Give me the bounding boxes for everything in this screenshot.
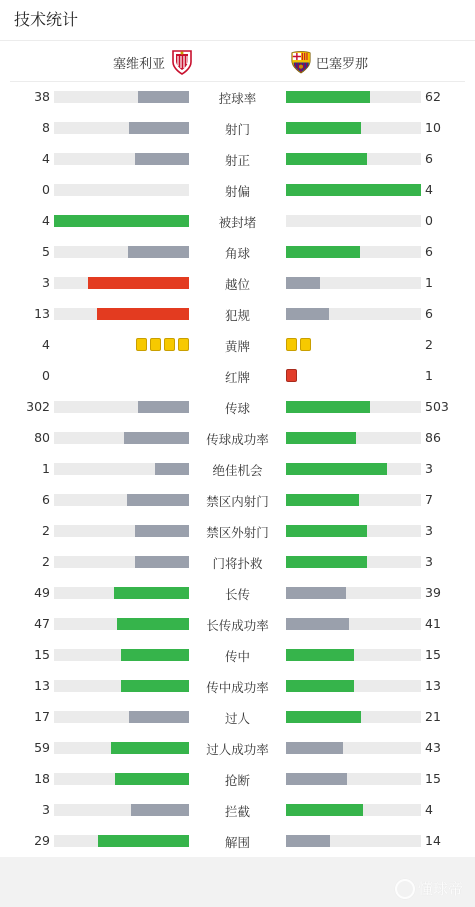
away-bar-fill (286, 525, 367, 537)
away-value: 3 (425, 523, 433, 538)
home-value: 2 (42, 523, 50, 538)
home-bar-fill (138, 401, 189, 413)
barcelona-crest-icon (290, 49, 312, 75)
stat-label: 射偏 (224, 184, 250, 199)
home-value: 13 (34, 678, 50, 693)
away-bar-fill (286, 618, 349, 630)
away-bar-fill (286, 711, 361, 723)
away-value: 2 (425, 337, 433, 352)
away-bar-track (286, 556, 421, 568)
away-bar-track (286, 525, 421, 537)
home-bar-fill (54, 215, 189, 227)
home-value: 1 (42, 461, 50, 476)
stat-label: 红牌 (224, 370, 250, 385)
away-bar-fill (286, 153, 367, 165)
home-bar-fill (138, 91, 189, 103)
stat-label: 过人 (224, 711, 250, 726)
stat-row (0, 670, 475, 701)
home-value: 8 (42, 120, 50, 135)
home-bar-fill (115, 773, 189, 785)
yellow-card-icon (136, 338, 147, 351)
away-bar-track (286, 711, 421, 723)
home-value: 2 (42, 554, 50, 569)
stat-row (0, 794, 475, 825)
away-value: 39 (425, 585, 441, 600)
away-bar-fill (286, 432, 356, 444)
away-bar-fill (286, 494, 359, 506)
home-bar-fill (135, 556, 189, 568)
away-value: 503 (425, 399, 449, 414)
away-bar-track (286, 587, 421, 599)
away-value: 14 (425, 833, 441, 848)
stats-list (0, 81, 475, 856)
away-bar-fill (286, 122, 361, 134)
away-value: 1 (425, 368, 433, 383)
home-bar-fill (129, 711, 189, 723)
away-value: 41 (425, 616, 441, 631)
watermark (395, 878, 463, 899)
home-bar-track (54, 246, 189, 258)
away-bar-track (286, 215, 421, 227)
away-bar-fill (286, 463, 387, 475)
home-bar-fill (135, 525, 189, 537)
home-bar-track (54, 525, 189, 537)
stat-label: 控球率 (218, 91, 257, 106)
home-value: 29 (34, 833, 50, 848)
home-bar-fill (88, 277, 189, 289)
stat-label: 角球 (224, 246, 250, 261)
away-value: 3 (425, 554, 433, 569)
away-bar-fill (286, 835, 330, 847)
watermark-text: 懂球帝 (417, 880, 463, 898)
stat-row (0, 701, 475, 732)
stat-label: 过人成功率 (206, 742, 269, 757)
away-bar-track (286, 153, 421, 165)
stat-row (0, 236, 475, 267)
away-value: 43 (425, 740, 441, 755)
home-cards (136, 338, 189, 351)
stat-label: 传中 (224, 649, 250, 664)
away-value: 6 (425, 306, 433, 321)
team-header (10, 41, 465, 82)
home-value: 59 (34, 740, 50, 755)
home-bar-fill (131, 804, 189, 816)
stat-row (0, 639, 475, 670)
away-bar-track (286, 618, 421, 630)
stat-row (0, 825, 475, 856)
away-bar-fill (286, 401, 370, 413)
stat-label: 传球成功率 (206, 432, 269, 447)
away-bar-track (286, 649, 421, 661)
home-value: 0 (42, 368, 50, 383)
stat-row (0, 298, 475, 329)
away-value: 21 (425, 709, 441, 724)
stat-label: 拦截 (224, 804, 250, 819)
away-bar-track (286, 804, 421, 816)
away-value: 1 (425, 275, 433, 290)
home-team[interactable] (113, 49, 193, 75)
stat-label: 黄牌 (224, 339, 250, 354)
away-bar-fill (286, 804, 363, 816)
home-value: 3 (42, 802, 50, 817)
home-value: 0 (42, 182, 50, 197)
home-value: 17 (34, 709, 50, 724)
home-value: 15 (34, 647, 50, 662)
away-bar-track (286, 91, 421, 103)
home-bar-track (54, 804, 189, 816)
away-bar-fill (286, 184, 421, 196)
home-value: 80 (34, 430, 50, 445)
home-bar-track (54, 215, 189, 227)
home-bar-track (54, 308, 189, 320)
home-bar-fill (124, 432, 189, 444)
stat-label: 门将扑救 (212, 556, 263, 571)
stat-label: 绝佳机会 (212, 463, 263, 478)
away-bar-track (286, 494, 421, 506)
stat-label: 传中成功率 (206, 680, 269, 695)
away-cards (286, 369, 297, 382)
stat-label: 越位 (224, 277, 250, 292)
stat-label: 射正 (224, 153, 250, 168)
away-value: 15 (425, 647, 441, 662)
home-bar-track (54, 277, 189, 289)
stat-row (0, 453, 475, 484)
away-value: 3 (425, 461, 433, 476)
stat-row (0, 143, 475, 174)
home-bar-track (54, 649, 189, 661)
stat-label: 禁区内射门 (206, 494, 269, 509)
stat-row (0, 112, 475, 143)
home-bar-track (54, 184, 189, 196)
yellow-card-icon (178, 338, 189, 351)
stat-label: 长传成功率 (206, 618, 269, 633)
away-bar-fill (286, 680, 354, 692)
home-bar-fill (114, 587, 189, 599)
away-team-name: 巴塞罗那 (316, 56, 369, 72)
home-bar-fill (155, 463, 189, 475)
yellow-card-icon (164, 338, 175, 351)
stat-row (0, 174, 475, 205)
stat-row (0, 81, 475, 112)
stat-label: 长传 (224, 587, 250, 602)
home-bar-fill (128, 246, 189, 258)
stat-row (0, 484, 475, 515)
away-bar-fill (286, 91, 370, 103)
home-bar-track (54, 494, 189, 506)
yellow-card-icon (150, 338, 161, 351)
home-bar-track (54, 153, 189, 165)
home-team-name: 塞维利亚 (113, 56, 166, 72)
home-bar-track (54, 618, 189, 630)
away-value: 4 (425, 182, 433, 197)
home-bar-fill (117, 618, 189, 630)
stat-row (0, 329, 475, 360)
away-bar-fill (286, 246, 360, 258)
away-bar-fill (286, 277, 320, 289)
home-bar-fill (111, 742, 189, 754)
home-bar-track (54, 463, 189, 475)
away-value: 62 (425, 89, 441, 104)
away-bar-fill (286, 649, 354, 661)
home-bar-fill (121, 649, 189, 661)
stat-row (0, 515, 475, 546)
away-value: 13 (425, 678, 441, 693)
stat-row (0, 763, 475, 794)
stat-label: 抢断 (224, 773, 250, 788)
home-bar-track (54, 680, 189, 692)
footer (0, 857, 475, 907)
home-bar-fill (135, 153, 189, 165)
home-value: 18 (34, 771, 50, 786)
away-bar-track (286, 835, 421, 847)
away-bar-track (286, 401, 421, 413)
away-value: 10 (425, 120, 441, 135)
stat-row (0, 391, 475, 422)
away-bar-track (286, 680, 421, 692)
away-team[interactable] (290, 49, 368, 75)
home-value: 13 (34, 306, 50, 321)
home-value: 49 (34, 585, 50, 600)
home-value: 3 (42, 275, 50, 290)
stat-row (0, 577, 475, 608)
away-bar-fill (286, 587, 346, 599)
home-bar-track (54, 587, 189, 599)
away-bar-fill (286, 773, 347, 785)
away-cards (286, 338, 311, 351)
away-bar-track (286, 432, 421, 444)
sevilla-crest-icon (171, 49, 193, 75)
away-value: 0 (425, 213, 433, 228)
home-bar-track (54, 432, 189, 444)
away-bar-track (286, 246, 421, 258)
home-value: 302 (26, 399, 50, 414)
home-bar-track (54, 401, 189, 413)
home-bar-fill (97, 308, 189, 320)
home-bar-track (54, 835, 189, 847)
away-bar-track (286, 184, 421, 196)
away-bar-track (286, 463, 421, 475)
stat-row (0, 205, 475, 236)
home-bar-track (54, 91, 189, 103)
stat-label: 禁区外射门 (206, 525, 269, 540)
stat-label: 射门 (224, 122, 250, 137)
away-bar-track (286, 308, 421, 320)
home-value: 4 (42, 213, 50, 228)
away-value: 86 (425, 430, 441, 445)
home-bar-fill (129, 122, 189, 134)
away-value: 7 (425, 492, 433, 507)
dongqiudi-logo-icon (395, 879, 415, 899)
stat-row (0, 360, 475, 391)
home-bar-fill (127, 494, 189, 506)
home-value: 38 (34, 89, 50, 104)
stat-label: 犯规 (224, 308, 250, 323)
red-card-icon (286, 369, 297, 382)
home-value: 6 (42, 492, 50, 507)
page-title: 技术统计 (0, 0, 475, 41)
home-bar-track (54, 711, 189, 723)
stat-row (0, 732, 475, 763)
home-bar-track (54, 773, 189, 785)
away-bar-track (286, 742, 421, 754)
home-bar-fill (98, 835, 189, 847)
stat-row (0, 422, 475, 453)
stat-label: 解围 (224, 835, 250, 850)
away-bar-track (286, 277, 421, 289)
away-bar-track (286, 122, 421, 134)
stat-row (0, 608, 475, 639)
home-value: 47 (34, 616, 50, 631)
home-bar-track (54, 122, 189, 134)
away-bar-track (286, 773, 421, 785)
home-bar-track (54, 742, 189, 754)
stat-row (0, 267, 475, 298)
home-value: 4 (42, 337, 50, 352)
away-bar-fill (286, 742, 343, 754)
home-bar-track (54, 556, 189, 568)
yellow-card-icon (286, 338, 297, 351)
away-bar-fill (286, 556, 367, 568)
yellow-card-icon (300, 338, 311, 351)
home-value: 4 (42, 151, 50, 166)
away-bar-fill (286, 308, 329, 320)
home-bar-fill (121, 680, 189, 692)
away-value: 6 (425, 244, 433, 259)
stat-label: 传球 (224, 401, 250, 416)
stat-row (0, 546, 475, 577)
away-value: 15 (425, 771, 441, 786)
stat-label: 被封堵 (218, 215, 257, 230)
away-value: 6 (425, 151, 433, 166)
away-value: 4 (425, 802, 433, 817)
home-value: 5 (42, 244, 50, 259)
